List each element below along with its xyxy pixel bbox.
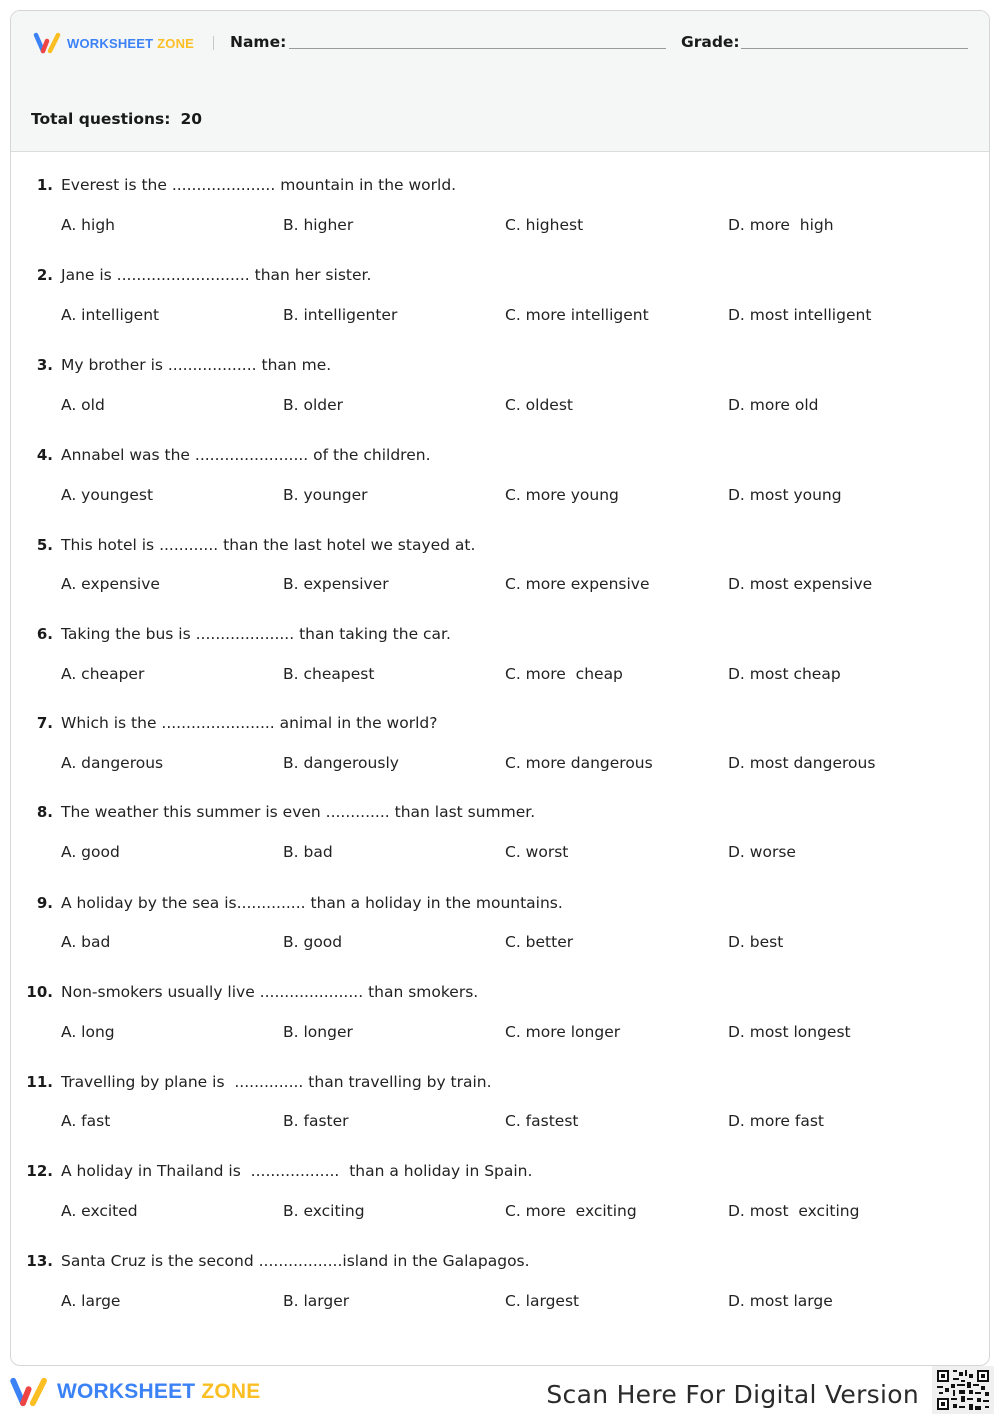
option-c[interactable]: C. highest <box>505 216 584 234</box>
question-number: 3. <box>36 356 53 374</box>
option-b[interactable]: B. younger <box>283 486 368 504</box>
option-d[interactable]: D. more high <box>728 216 834 234</box>
option-c[interactable]: C. oldest <box>505 396 573 414</box>
grade-field[interactable] <box>741 48 968 49</box>
option-a[interactable]: A. excited <box>61 1202 138 1220</box>
option-a[interactable]: A. fast <box>61 1112 111 1130</box>
option-d[interactable]: D. most cheap <box>728 665 841 683</box>
brand-word-zone: ZONE <box>157 35 195 51</box>
option-b[interactable]: B. intelligenter <box>283 306 398 324</box>
brand-logo <box>33 32 194 54</box>
question-2 <box>11 266 989 346</box>
question-number: 4. <box>36 446 53 464</box>
option-c[interactable]: C. more expensive <box>505 575 650 593</box>
total-questions-value: 20 <box>180 110 203 128</box>
option-a[interactable]: A. youngest <box>61 486 154 504</box>
option-d[interactable]: D. most expensive <box>728 575 873 593</box>
question-text: Annabel was the ....................... of the children. <box>61 446 431 464</box>
question-9 <box>11 894 989 974</box>
logo-divider <box>213 36 214 50</box>
question-number: 8. <box>36 803 53 821</box>
option-d[interactable]: D. worse <box>728 843 796 861</box>
question-number: 12. <box>26 1162 53 1180</box>
option-d[interactable]: D. most exciting <box>728 1202 860 1220</box>
question-text: Taking the bus is .................... than taking the car. <box>61 625 451 643</box>
brand-name <box>67 36 194 51</box>
option-b[interactable]: B. longer <box>283 1023 353 1041</box>
option-a[interactable]: A. dangerous <box>61 754 164 772</box>
question-number: 10. <box>26 983 53 1001</box>
question-number: 1. <box>36 176 53 194</box>
qr-code-icon[interactable] <box>932 1366 994 1414</box>
question-text: My brother is .................. than me. <box>61 356 332 374</box>
option-b[interactable]: B. exciting <box>283 1202 365 1220</box>
option-b[interactable]: B. faster <box>283 1112 349 1130</box>
option-b[interactable]: B. dangerously <box>283 754 399 772</box>
page-footer <box>0 1366 1000 1414</box>
question-5 <box>11 536 989 616</box>
option-d[interactable]: D. best <box>728 933 784 951</box>
question-number: 2. <box>36 266 53 284</box>
option-a[interactable]: A. old <box>61 396 105 414</box>
footer-brand-logo <box>9 1376 261 1408</box>
question-7 <box>11 714 989 794</box>
worksheet-zone-logo-icon <box>33 32 63 54</box>
question-10 <box>11 983 989 1063</box>
question-text: Jane is ........................... than her sister. <box>61 266 372 284</box>
option-b[interactable]: B. good <box>283 933 343 951</box>
option-c[interactable]: C. more intelligent <box>505 306 649 324</box>
grade-label: Grade: <box>681 33 740 51</box>
brand-word-worksheet: WORKSHEET <box>67 35 154 51</box>
option-b[interactable]: B. older <box>283 396 344 414</box>
option-c[interactable]: C. largest <box>505 1292 580 1310</box>
option-a[interactable]: A. bad <box>61 933 111 951</box>
option-c[interactable]: C. more cheap <box>505 665 623 683</box>
option-a[interactable]: A. good <box>61 843 120 861</box>
option-d[interactable]: D. more old <box>728 396 819 414</box>
option-a[interactable]: A. long <box>61 1023 115 1041</box>
total-questions-label: Total questions: <box>31 110 171 128</box>
worksheet-header <box>11 11 989 152</box>
scan-caption: Scan Here For Digital Version <box>546 1380 919 1409</box>
worksheet-zone-logo-icon <box>9 1376 51 1408</box>
question-4 <box>11 446 989 526</box>
name-label: Name: <box>230 33 287 51</box>
brand-word-zone: ZONE <box>201 1380 261 1403</box>
question-1 <box>11 176 989 256</box>
option-c[interactable]: C. better <box>505 933 574 951</box>
question-text: Non-smokers usually live ..................... than smokers. <box>61 983 479 1001</box>
question-number: 5. <box>36 536 53 554</box>
question-11 <box>11 1073 989 1153</box>
question-text: A holiday in Thailand is .................. than a holiday in Spain. <box>61 1162 533 1180</box>
question-text: Which is the ....................... animal in the world? <box>61 714 438 732</box>
brand-word-worksheet: WORKSHEET <box>57 1380 196 1403</box>
option-a[interactable]: A. large <box>61 1292 121 1310</box>
total-questions <box>31 110 202 128</box>
question-number: 6. <box>36 625 53 643</box>
question-number: 13. <box>26 1252 53 1270</box>
question-number: 9. <box>36 894 53 912</box>
question-number: 11. <box>26 1073 53 1091</box>
option-b[interactable]: B. bad <box>283 843 333 861</box>
name-field[interactable] <box>289 48 666 49</box>
option-c[interactable]: C. more exciting <box>505 1202 637 1220</box>
question-13 <box>11 1252 989 1332</box>
question-text: The weather this summer is even ............. than last summer. <box>61 803 536 821</box>
question-text: A holiday by the sea is.............. than a holiday in the mountains. <box>61 894 563 912</box>
option-a[interactable]: A. cheaper <box>61 665 145 683</box>
option-b[interactable]: B. cheapest <box>283 665 375 683</box>
option-b[interactable]: B. expensiver <box>283 575 389 593</box>
option-a[interactable]: A. intelligent <box>61 306 160 324</box>
option-a[interactable]: A. expensive <box>61 575 160 593</box>
option-d[interactable]: D. most young <box>728 486 842 504</box>
option-c[interactable]: C. more dangerous <box>505 754 653 772</box>
question-3 <box>11 356 989 436</box>
option-b[interactable]: B. larger <box>283 1292 350 1310</box>
option-c[interactable]: C. worst <box>505 843 569 861</box>
option-d[interactable]: D. most dangerous <box>728 754 876 772</box>
option-c[interactable]: C. more longer <box>505 1023 621 1041</box>
option-d[interactable]: D. most intelligent <box>728 306 872 324</box>
question-text: This hotel is ............ than the last hotel we stayed at. <box>61 536 476 554</box>
question-text: Santa Cruz is the second .................island in the Galapagos. <box>61 1252 530 1270</box>
option-d[interactable]: D. more fast <box>728 1112 824 1130</box>
question-text: Travelling by plane is .............. than travelling by train. <box>61 1073 492 1091</box>
question-6 <box>11 625 989 705</box>
footer-brand-name <box>57 1380 261 1404</box>
question-number: 7. <box>36 714 53 732</box>
question-12 <box>11 1162 989 1242</box>
option-c[interactable]: C. fastest <box>505 1112 579 1130</box>
option-d[interactable]: D. most large <box>728 1292 833 1310</box>
option-b[interactable]: B. higher <box>283 216 354 234</box>
option-a[interactable]: A. high <box>61 216 115 234</box>
question-8 <box>11 803 989 883</box>
worksheet <box>10 10 990 1366</box>
option-c[interactable]: C. more young <box>505 486 619 504</box>
question-text: Everest is the ..................... mountain in the world. <box>61 176 457 194</box>
option-d[interactable]: D. most longest <box>728 1023 851 1041</box>
